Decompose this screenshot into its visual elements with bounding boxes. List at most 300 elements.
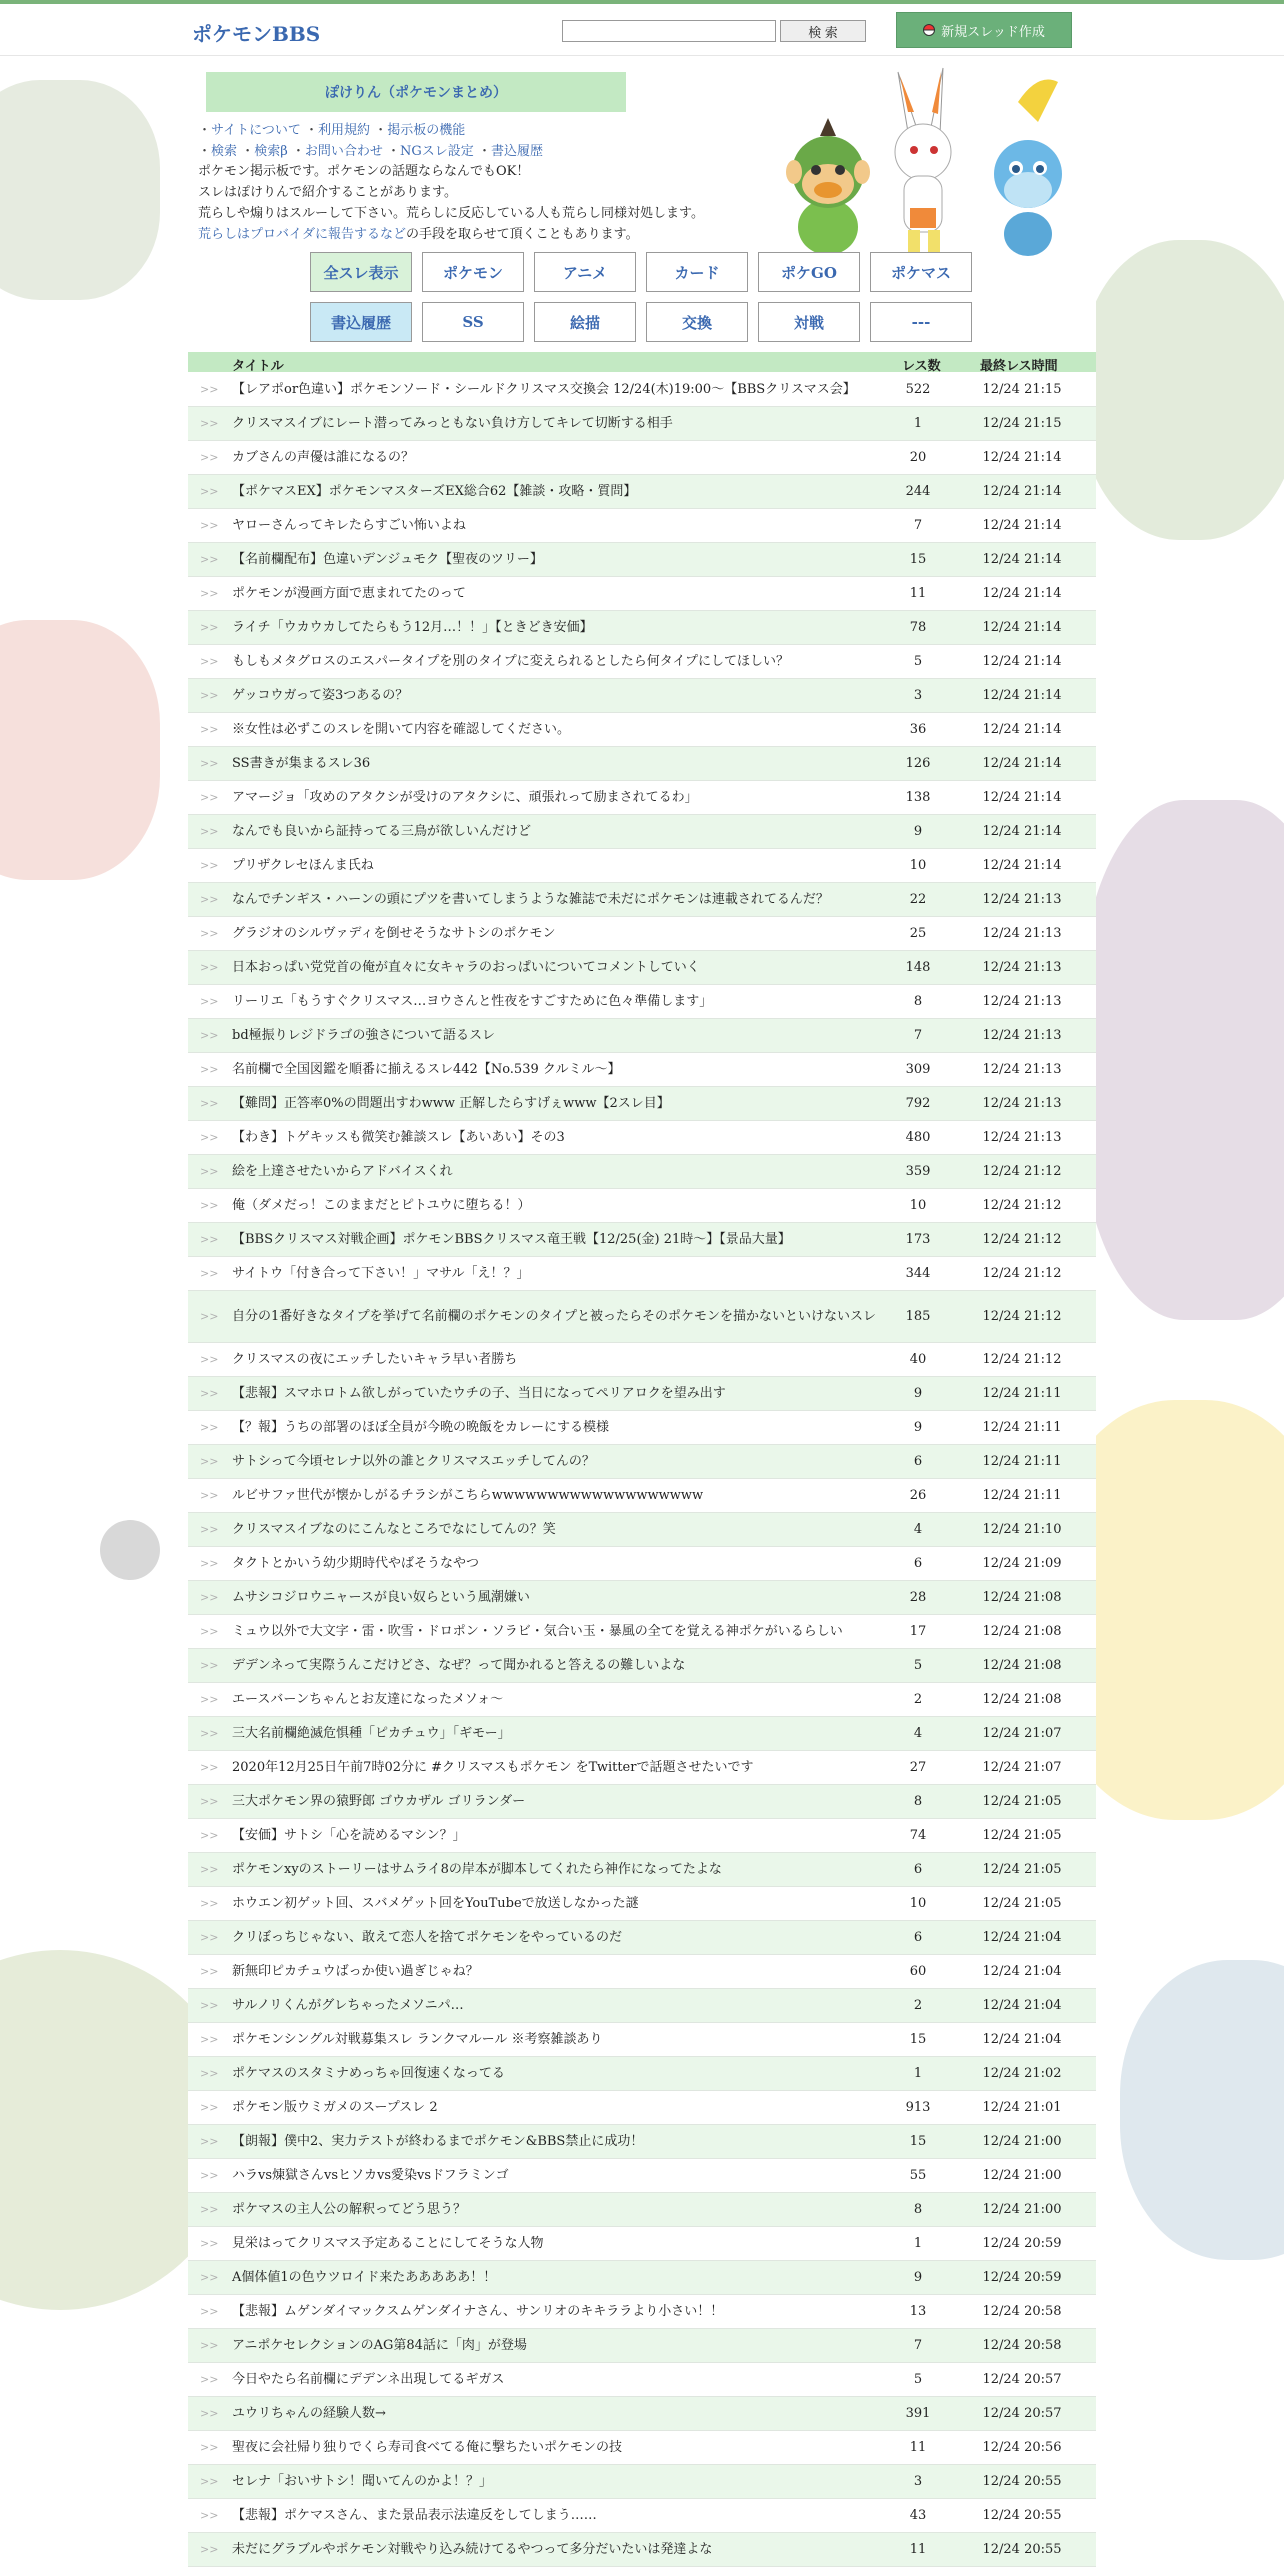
thread-title-link[interactable]: 見栄はってクリスマス予定あることにしてそうな人物 <box>232 2235 544 2251</box>
thread-reply-count: 9 <box>913 824 923 839</box>
category-all-button[interactable]: 全スレ表示 <box>310 252 412 292</box>
thread-row[interactable] <box>188 1513 1096 1547</box>
thread-row[interactable] <box>188 1189 1096 1223</box>
thread-reply-count: 6 <box>913 1454 923 1469</box>
background-shape <box>0 80 160 300</box>
thread-row[interactable] <box>188 1717 1096 1751</box>
thread-title-link[interactable]: ポケマスのスタミナめっちゃ回復速くなってる <box>232 2065 505 2081</box>
thread-row[interactable] <box>188 1155 1096 1189</box>
thread-title-link[interactable]: 【朗報】僕中2、実力テストが終わるまでポケモン&BBS禁止に成功！ <box>232 2133 644 2149</box>
thread-title-link[interactable]: ポケモンxyのストーリーはサムライ8の岸本が脚本してくれたら神作になってたよな <box>232 1861 722 1877</box>
thread-row[interactable] <box>188 1087 1096 1121</box>
thread-arrow-icon: >> <box>200 1591 219 1604</box>
thread-last-reply-time: 12/24 21:13 <box>982 1028 1062 1043</box>
thread-title-link[interactable]: 2020年12月25日午前7時02分に #クリスマスもポケモン をTwitterで話題させたいです <box>232 1759 754 1775</box>
thread-last-reply-time: 12/24 21:14 <box>982 450 1062 465</box>
thread-row[interactable] <box>188 441 1096 475</box>
thread-last-reply-time: 12/24 21:14 <box>982 586 1062 601</box>
thread-arrow-icon: >> <box>200 1625 219 1638</box>
thread-reply-count: 2 <box>913 1998 923 2013</box>
thread-title-link[interactable]: 絵を上達させたいからアドバイスくれ <box>232 1163 453 1179</box>
thread-reply-count: 74 <box>909 1828 927 1843</box>
thread-last-reply-time: 12/24 21:13 <box>982 960 1062 975</box>
thread-row[interactable] <box>188 645 1096 679</box>
thread-row[interactable] <box>188 1257 1096 1291</box>
thread-reply-count: 7 <box>913 2338 923 2353</box>
thread-reply-count: 6 <box>913 1556 923 1571</box>
thread-arrow-icon: >> <box>200 2407 219 2420</box>
thread-title-link[interactable]: 【悲報】ムゲンダイマックスムゲンダイナさん、サンリオのキキララより小さい！！ <box>232 2303 724 2319</box>
category-pokemon-button[interactable]: ポケモン <box>422 252 524 292</box>
thread-arrow-icon: >> <box>200 1199 219 1212</box>
thread-title-link[interactable]: ミュウ以外で大文字・雷・吹雪・ドロポン・ソラビ・気合い玉・暴風の全てを覚える神ポケがいるらしい <box>232 1623 843 1639</box>
thread-title-link[interactable]: もしもメタグロスのエスパータイプを別のタイプに変えられるとしたら何タイプにしてほしい？ <box>232 653 790 669</box>
thread-reply-count: 36 <box>909 722 927 737</box>
thread-reply-count: 344 <box>905 1266 931 1281</box>
thread-row[interactable] <box>188 1615 1096 1649</box>
thread-last-reply-time: 12/24 21:12 <box>982 1164 1062 1179</box>
thread-arrow-icon: >> <box>200 383 219 396</box>
thread-reply-count: 8 <box>913 1794 923 1809</box>
thread-row[interactable] <box>188 2227 1096 2261</box>
thread-title-link[interactable]: 三大名前欄絶滅危惧種「ピカチュウ」「ギモー」 <box>232 1725 511 1741</box>
thread-title-link[interactable]: 【名前欄配布】色違いデンジュモク【聖夜のツリー】 <box>232 551 543 567</box>
thread-arrow-icon: >> <box>200 2203 219 2216</box>
thread-last-reply-time: 12/24 21:00 <box>982 2134 1062 2149</box>
scorbunny-image <box>895 68 951 252</box>
thread-arrow-icon: >> <box>200 1897 219 1910</box>
thread-last-reply-time: 12/24 21:04 <box>982 1964 1062 1979</box>
thread-arrow-icon: >> <box>200 995 219 1008</box>
thread-arrow-icon: >> <box>200 553 219 566</box>
column-header-time[interactable]: 最終レス時間 <box>980 358 1058 373</box>
thread-reply-count: 27 <box>909 1760 927 1775</box>
background-shape <box>1080 240 1284 540</box>
intro-line: ポケモン掲示板です。ポケモンの話題ならなんでもOK！ <box>198 164 530 179</box>
category-pokemas-button[interactable]: ポケマス <box>870 252 972 292</box>
thread-row[interactable] <box>188 1343 1096 1377</box>
thread-arrow-icon: >> <box>200 1233 219 1246</box>
thread-arrow-icon: >> <box>200 2373 219 2386</box>
thread-title-link[interactable]: 【ポケマスEX】ポケモンマスターズEX総合62【雑談・攻略・質問】 <box>232 483 637 499</box>
thread-last-reply-time: 12/24 21:12 <box>982 1266 1062 1281</box>
thread-last-reply-time: 12/24 21:05 <box>982 1794 1062 1809</box>
thread-row[interactable] <box>188 951 1096 985</box>
thread-reply-count: 11 <box>909 2542 927 2557</box>
thread-arrow-icon: >> <box>200 2543 219 2556</box>
nav-search-link[interactable]: 検索 <box>211 144 238 159</box>
thread-arrow-icon: >> <box>200 417 219 430</box>
thread-row[interactable] <box>188 1819 1096 1853</box>
thread-reply-count: 173 <box>905 1232 931 1247</box>
thread-last-reply-time: 12/24 20:58 <box>982 2338 1062 2353</box>
thread-last-reply-time: 12/24 20:57 <box>982 2372 1062 2387</box>
category-ss-button[interactable]: SS <box>422 302 524 342</box>
thread-row[interactable] <box>188 1121 1096 1155</box>
intro-line <box>198 224 704 245</box>
thread-row[interactable] <box>188 1445 1096 1479</box>
column-header-count[interactable]: レス数 <box>902 358 941 373</box>
thread-row[interactable] <box>188 1291 1096 1343</box>
thread-title-link[interactable]: ポケマスの主人公の解釈ってどう思う？ <box>232 2201 467 2217</box>
thread-arrow-icon: >> <box>200 1727 219 1740</box>
thread-last-reply-time: 12/24 21:04 <box>982 2032 1062 2047</box>
thread-title-link[interactable]: グラジオのシルヴァディを倒せそうなサトシのポケモン <box>232 925 556 941</box>
search-button[interactable]: 検 索 <box>780 20 866 42</box>
nav-links <box>198 120 543 162</box>
column-header-title[interactable]: タイトル <box>232 358 284 373</box>
thread-arrow-icon: >> <box>200 689 219 702</box>
thread-row[interactable] <box>188 2295 1096 2329</box>
thread-arrow-icon: >> <box>200 1421 219 1434</box>
thread-row[interactable] <box>188 1751 1096 1785</box>
thread-row[interactable] <box>188 407 1096 441</box>
thread-arrow-icon: >> <box>200 757 219 770</box>
thread-arrow-icon: >> <box>200 927 219 940</box>
thread-title-link[interactable]: 【BBSクリスマス対戦企画】ポケモンBBSクリスマス竜王戦【12/25(金) 21時～】【景品大量】 <box>232 1231 791 1247</box>
thread-row[interactable] <box>188 373 1096 407</box>
thread-row[interactable] <box>188 543 1096 577</box>
thread-reply-count: 15 <box>909 2134 927 2149</box>
thread-title-link[interactable]: 【難問】正答率0%の問題出すわwww 正解したらすげぇwww【2スレ目】 <box>232 1095 670 1111</box>
thread-title-link[interactable]: リーリエ「もうすぐクリスマス…ヨウさんと性夜をすごすために色々準備します」 <box>232 993 713 1009</box>
thread-title-link[interactable]: 新無印ピカチュウばっか使い過ぎじゃね？ <box>232 1963 479 1979</box>
thread-reply-count: 8 <box>913 2202 923 2217</box>
thread-row[interactable] <box>188 985 1096 1019</box>
grookey-image <box>786 118 870 255</box>
sobble-image <box>994 80 1062 257</box>
category-card-button[interactable]: カード <box>646 252 748 292</box>
thread-reply-count: 9 <box>913 1386 923 1401</box>
thread-row[interactable] <box>188 2499 1096 2533</box>
thread-row[interactable] <box>188 2091 1096 2125</box>
thread-last-reply-time: 12/24 21:12 <box>982 1198 1062 1213</box>
thread-last-reply-time: 12/24 21:13 <box>982 1062 1062 1077</box>
thread-arrow-icon: >> <box>200 1455 219 1468</box>
thread-arrow-icon: >> <box>200 1829 219 1842</box>
thread-arrow-icon: >> <box>200 893 219 906</box>
nav-history-link[interactable]: 書込履歴 <box>490 144 543 159</box>
main-content <box>188 62 1096 2568</box>
thread-title-link[interactable]: セレナ「おいサトシ！聞いてんのかよ！？」 <box>232 2473 493 2489</box>
thread-title-link[interactable]: ムサシコジロウニャースが良い奴らという風潮嫌い <box>232 1589 530 1605</box>
thread-row[interactable] <box>188 611 1096 645</box>
thread-reply-count: 15 <box>909 2032 927 2047</box>
thread-title-link[interactable]: 【悲報】スマホロトム欲しがっていたウチの子、当日になってペリアロクを望み出す <box>232 1385 726 1401</box>
thread-row[interactable] <box>188 1479 1096 1513</box>
thread-last-reply-time: 12/24 20:57 <box>982 2406 1062 2421</box>
thread-row[interactable] <box>188 849 1096 883</box>
thread-last-reply-time: 12/24 20:55 <box>982 2542 1062 2557</box>
thread-last-reply-time: 12/24 21:05 <box>982 1828 1062 1843</box>
thread-reply-count: 8 <box>913 994 923 1009</box>
thread-last-reply-time: 12/24 21:14 <box>982 824 1062 839</box>
thread-last-reply-time: 12/24 21:10 <box>982 1522 1062 1537</box>
thread-row[interactable] <box>188 1989 1096 2023</box>
thread-title-link[interactable]: 聖夜に会社帰り独りでくら寿司食べてる俺に撃ちたいポケモンの技 <box>232 2439 623 2455</box>
thread-last-reply-time: 12/24 20:59 <box>982 2236 1062 2251</box>
thread-title-link[interactable]: クリスマスイブなのにこんなところでなにしてんの？笑 <box>232 1521 556 1537</box>
board-banner[interactable]: ぽけりん（ポケモンまとめ） <box>206 72 626 112</box>
thread-arrow-icon: >> <box>200 1387 219 1400</box>
thread-title-link[interactable]: 【？報】うちの部署のほぼ全員が今晩の晩飯をカレーにする模様 <box>232 1419 610 1435</box>
thread-row[interactable] <box>188 1683 1096 1717</box>
nav-search-beta-link[interactable]: 検索β <box>254 144 288 159</box>
nav-ng-settings-link[interactable]: NGスレ設定 <box>400 144 474 159</box>
thread-row[interactable] <box>188 2363 1096 2397</box>
thread-row[interactable] <box>188 577 1096 611</box>
thread-row[interactable] <box>188 1887 1096 1921</box>
thread-arrow-icon: >> <box>200 621 219 634</box>
thread-reply-count: 1 <box>913 416 923 431</box>
thread-title-link[interactable]: ルビサファ世代が懐かしがるチラシがこちらwwwwwwwwwwwwwwwwwww <box>232 1487 704 1503</box>
thread-title-link[interactable]: タクトとかいう幼少期時代やばそうなやつ <box>232 1555 480 1571</box>
thread-arrow-icon: >> <box>200 1931 219 1944</box>
thread-reply-count: 6 <box>913 1930 923 1945</box>
thread-title-link[interactable]: ポケモンが漫画方面で恵まれてたのって <box>232 585 466 601</box>
thread-row[interactable] <box>188 815 1096 849</box>
thread-title-link[interactable]: クリスマスイブにレート潜ってみっともない負け方してキレて切断する相手 <box>232 415 673 431</box>
thread-reply-count: 5 <box>913 654 923 669</box>
thread-row[interactable] <box>188 2397 1096 2431</box>
thread-title-link[interactable]: 俺（ダメだっ！このままだとピトユウに堕ちる！） <box>232 1197 531 1213</box>
thread-row[interactable] <box>188 1019 1096 1053</box>
thread-title-link[interactable]: クリぼっちじゃない、敢えて恋人を捨てポケモンをやっているのだ <box>232 1929 623 1945</box>
thread-arrow-icon: >> <box>200 2509 219 2522</box>
thread-arrow-icon: >> <box>200 655 219 668</box>
thread-last-reply-time: 12/24 21:08 <box>982 1692 1062 1707</box>
thread-title-link[interactable]: 名前欄で全国図鑑を順番に揃えるスレ442【No.539 クルミル～】 <box>232 1061 621 1077</box>
thread-arrow-icon: >> <box>200 1557 219 1570</box>
thread-last-reply-time: 12/24 21:14 <box>982 858 1062 873</box>
thread-last-reply-time: 12/24 21:13 <box>982 926 1062 941</box>
thread-title-link[interactable]: クリスマスの夜にエッチしたいキャラ早い者勝ち <box>232 1351 518 1367</box>
thread-title-link[interactable]: 【安価】サトシ「心を読めるマシン？」 <box>232 1827 466 1843</box>
thread-row[interactable] <box>188 509 1096 543</box>
thread-row[interactable] <box>188 1223 1096 1257</box>
thread-title-link[interactable]: 今日やたら名前欄にデデンネ出現してるギガス <box>232 2371 505 2387</box>
thread-title-link[interactable]: A個体値1の色ウツロイド来たあああああ！！ <box>232 2269 497 2285</box>
thread-row[interactable] <box>188 2465 1096 2499</box>
background-shape <box>1080 800 1284 1320</box>
thread-last-reply-time: 12/24 21:14 <box>982 552 1062 567</box>
thread-row[interactable] <box>188 2057 1096 2091</box>
new-thread-button[interactable] <box>896 12 1072 48</box>
thread-last-reply-time: 12/24 20:58 <box>982 2304 1062 2319</box>
thread-last-reply-time: 12/24 21:00 <box>982 2202 1062 2217</box>
thread-row[interactable] <box>188 679 1096 713</box>
thread-title-link[interactable]: サトシって今頃セレナ以外の誰とクリスマスエッチしてんの？ <box>232 1453 595 1469</box>
category-anime-button[interactable]: アニメ <box>534 252 636 292</box>
thread-last-reply-time: 12/24 21:08 <box>982 1658 1062 1673</box>
thread-last-reply-time: 12/24 21:14 <box>982 756 1062 771</box>
thread-row[interactable] <box>188 2159 1096 2193</box>
thread-title-link[interactable]: 【レアポor色違い】ポケモンソード・シールドクリスマス交換会 12/24(木)19:00～【BBSクリスマス会】 <box>232 381 856 397</box>
thread-row[interactable] <box>188 1547 1096 1581</box>
thread-title-link[interactable]: サイトウ「付き合って下さい！」マサル「え！？」 <box>232 1265 530 1281</box>
thread-row[interactable] <box>188 475 1096 509</box>
category-battle-button[interactable]: 対戦 <box>758 302 860 342</box>
thread-title-link[interactable]: プリザクレセほんま氏ね <box>232 857 374 873</box>
thread-title-link[interactable]: ポケモンシングル対戦募集スレ ランクマルール ※考察雑談あり <box>232 2031 603 2047</box>
thread-row[interactable] <box>188 747 1096 781</box>
thread-row[interactable] <box>188 1581 1096 1615</box>
thread-last-reply-time: 12/24 20:59 <box>982 2270 1062 2285</box>
thread-row[interactable] <box>188 2193 1096 2227</box>
thread-title-link[interactable]: エースバーンちゃんとお友達になったメソォ～ <box>232 1691 504 1707</box>
thread-row[interactable] <box>188 2329 1096 2363</box>
thread-row[interactable] <box>188 917 1096 951</box>
thread-last-reply-time: 12/24 21:13 <box>982 1096 1062 1111</box>
thread-title-link[interactable]: アニポケセレクションのAG第84話に「肉」が登場 <box>232 2337 527 2353</box>
thread-title-link[interactable]: 未だにグラブルやポケモン対戦やり込み続けてるやつって多分だいたいは発達よな <box>232 2541 713 2557</box>
thread-reply-count: 7 <box>913 518 923 533</box>
site-title[interactable]: ポケモンBBS <box>192 22 321 46</box>
background-shape <box>0 620 160 880</box>
search-input[interactable] <box>562 20 776 42</box>
intro-line: 荒らしや煽りはスルーして下さい。荒らしに反応している人も荒らし同様対処します。 <box>198 206 704 221</box>
thread-arrow-icon: >> <box>200 587 219 600</box>
new-thread-label: 新規スレッド作成 <box>941 23 1045 39</box>
thread-row[interactable] <box>188 883 1096 917</box>
thread-title-link[interactable]: ※女性は必ずこのスレを開いて内容を確認してください。 <box>232 721 571 737</box>
thread-last-reply-time: 12/24 21:14 <box>982 688 1062 703</box>
thread-arrow-icon: >> <box>200 1029 219 1042</box>
thread-row[interactable] <box>188 2431 1096 2465</box>
thread-arrow-icon: >> <box>200 825 219 838</box>
thread-title-link[interactable]: 三大ポケモン界の猿野郎 ゴウカザル ゴリランダー <box>232 1793 526 1809</box>
site-header <box>0 4 1284 56</box>
thread-row[interactable] <box>188 1053 1096 1087</box>
thread-arrow-icon: >> <box>200 2135 219 2148</box>
thread-reply-count: 5 <box>913 1658 923 1673</box>
thread-reply-count: 2 <box>913 1692 923 1707</box>
thread-title-link[interactable]: ハラvs煉獄さんvsヒソカvs愛染vsドフラミンゴ <box>232 2167 509 2183</box>
thread-title-link[interactable]: なんでチンギス・ハーンの頭にプツを書いてしまうような雑誌で未だにポケモンは連載されてるんだ？ <box>232 891 829 907</box>
thread-arrow-icon: >> <box>200 1131 219 1144</box>
thread-last-reply-time: 12/24 20:55 <box>982 2508 1062 2523</box>
thread-title-link[interactable]: bd極振りレジドラゴの強さについて語るスレ <box>232 1027 496 1043</box>
thread-arrow-icon: >> <box>200 1863 219 1876</box>
thread-reply-count: 22 <box>909 892 927 907</box>
category-pogo-button[interactable]: ポケGO <box>758 252 860 292</box>
nav-contact-link[interactable]: お問い合わせ <box>304 144 383 159</box>
thread-row[interactable] <box>188 781 1096 815</box>
thread-last-reply-time: 12/24 21:08 <box>982 1590 1062 1605</box>
thread-last-reply-time: 12/24 21:15 <box>982 382 1062 397</box>
thread-row[interactable] <box>188 713 1096 747</box>
intro-line: スレはぽけりんで紹介することがあります。 <box>198 185 457 200</box>
thread-title-link[interactable]: なんでも良いから証持ってる三鳥が欲しいんだけど <box>232 823 532 839</box>
thread-arrow-icon: >> <box>200 1097 219 1110</box>
thread-last-reply-time: 12/24 21:14 <box>982 484 1062 499</box>
thread-title-link[interactable]: 【わき】トゲキッスも微笑む雑談スレ【あいあい】その3 <box>232 1129 565 1145</box>
category-history-button[interactable]: 書込履歴 <box>310 302 412 342</box>
nav-terms-link[interactable]: 利用規約 <box>318 123 371 138</box>
thread-row[interactable] <box>188 1411 1096 1445</box>
thread-row[interactable] <box>188 1377 1096 1411</box>
thread-row[interactable] <box>188 2125 1096 2159</box>
thread-row[interactable] <box>188 2261 1096 2295</box>
thread-last-reply-time: 12/24 21:13 <box>982 1130 1062 1145</box>
category-trade-button[interactable]: 交換 <box>646 302 748 342</box>
thread-arrow-icon: >> <box>200 2237 219 2250</box>
category-drawing-button[interactable]: 絵描 <box>534 302 636 342</box>
thread-reply-count: 185 <box>905 1309 931 1324</box>
thread-arrow-icon: >> <box>200 1795 219 1808</box>
thread-row[interactable] <box>188 1649 1096 1683</box>
thread-arrow-icon: >> <box>200 859 219 872</box>
thread-title-link[interactable]: ヤローさんってキレたらすごい怖いよね <box>232 517 466 533</box>
thread-row[interactable] <box>188 1853 1096 1887</box>
thread-last-reply-time: 12/24 21:05 <box>982 1862 1062 1877</box>
thread-reply-count: 10 <box>909 1896 927 1911</box>
intro-report-link[interactable]: 荒らしはプロバイダに報告するなど <box>198 227 407 242</box>
thread-arrow-icon: >> <box>200 2033 219 2046</box>
thread-reply-count: 4 <box>913 1522 923 1537</box>
thread-table-header <box>188 352 1096 372</box>
thread-last-reply-time: 12/24 21:01 <box>982 2100 1062 2115</box>
thread-last-reply-time: 12/24 21:00 <box>982 2168 1062 2183</box>
thread-arrow-icon: >> <box>200 2305 219 2318</box>
thread-last-reply-time: 12/24 21:14 <box>982 620 1062 635</box>
thread-arrow-icon: >> <box>200 1489 219 1502</box>
thread-last-reply-time: 12/24 21:08 <box>982 1624 1062 1639</box>
thread-reply-count: 309 <box>905 1062 931 1077</box>
thread-arrow-icon: >> <box>200 1965 219 1978</box>
thread-title-link[interactable]: SS書きが集まるスレ36 <box>232 755 371 771</box>
thread-last-reply-time: 12/24 21:12 <box>982 1352 1062 1367</box>
nav-features-link[interactable]: 掲示板の機能 <box>387 123 466 138</box>
thread-last-reply-time: 12/24 21:04 <box>982 1998 1062 2013</box>
thread-title-link[interactable]: 日本おっぱい党党首の俺が直々に女キャラのおっぱいについてコメントしていく <box>232 959 700 975</box>
thread-reply-count: 3 <box>913 688 923 703</box>
thread-arrow-icon: >> <box>200 1353 219 1366</box>
thread-title-link[interactable]: ゲッコウガって姿3つあるの？ <box>232 687 409 703</box>
thread-title-link[interactable]: ライチ「ウカウカしてたらもう12月…！！」【ときどき安価】 <box>232 619 593 635</box>
nav-about-link[interactable]: サイトについて <box>211 123 301 138</box>
background-shape <box>1120 1960 1284 2260</box>
thread-row[interactable] <box>188 1785 1096 1819</box>
thread-title-link[interactable]: ポケモン版ウミガメのスープスレ 2 <box>232 2099 438 2115</box>
thread-title-link[interactable]: サルノリくんがグレちゃったメソニパ… <box>232 1997 464 2013</box>
thread-title-link[interactable]: 自分の1番好きなタイプを挙げて名前欄のポケモンのタイプと被ったらそのポケモンを描かないといけないスレ <box>232 1308 876 1324</box>
thread-reply-count: 40 <box>909 1352 927 1367</box>
thread-title-link[interactable]: アマージョ「攻めのアタクシが受けのアタクシに、頑張れって励まされてるわ」 <box>232 789 698 805</box>
thread-last-reply-time: 12/24 21:07 <box>982 1726 1062 1741</box>
thread-reply-count: 7 <box>913 1028 923 1043</box>
thread-title-link[interactable]: デデンネって実際うんこだけどさ、なぜ？って聞かれると答えるの難しいよな <box>232 1657 686 1673</box>
thread-last-reply-time: 12/24 21:09 <box>982 1556 1062 1571</box>
thread-arrow-icon: >> <box>200 1523 219 1536</box>
category-other-button[interactable]: --- <box>870 302 972 342</box>
thread-title-link[interactable]: ユウリちゃんの経験人数→ <box>232 2405 386 2421</box>
thread-row[interactable] <box>188 1921 1096 1955</box>
thread-last-reply-time: 12/24 21:15 <box>982 416 1062 431</box>
thread-title-link[interactable]: ホウエン初ゲット回、スバメゲット回をYouTubeで放送しなかった謎 <box>232 1895 639 1911</box>
thread-row[interactable] <box>188 2023 1096 2057</box>
thread-arrow-icon: >> <box>200 2101 219 2114</box>
thread-title-link[interactable]: カブさんの声優は誰になるの？ <box>232 449 415 465</box>
thread-arrow-icon: >> <box>200 1659 219 1672</box>
thread-last-reply-time: 12/24 21:13 <box>982 994 1062 1009</box>
thread-row[interactable] <box>188 1955 1096 1989</box>
thread-row[interactable] <box>188 2533 1096 2567</box>
mascot-illustration <box>758 62 1096 262</box>
thread-last-reply-time: 12/24 21:14 <box>982 654 1062 669</box>
thread-title-link[interactable]: 【悲報】ポケマスさん、また景品表示法違反をしてしまう…… <box>232 2507 597 2523</box>
thread-reply-count: 126 <box>905 756 931 771</box>
